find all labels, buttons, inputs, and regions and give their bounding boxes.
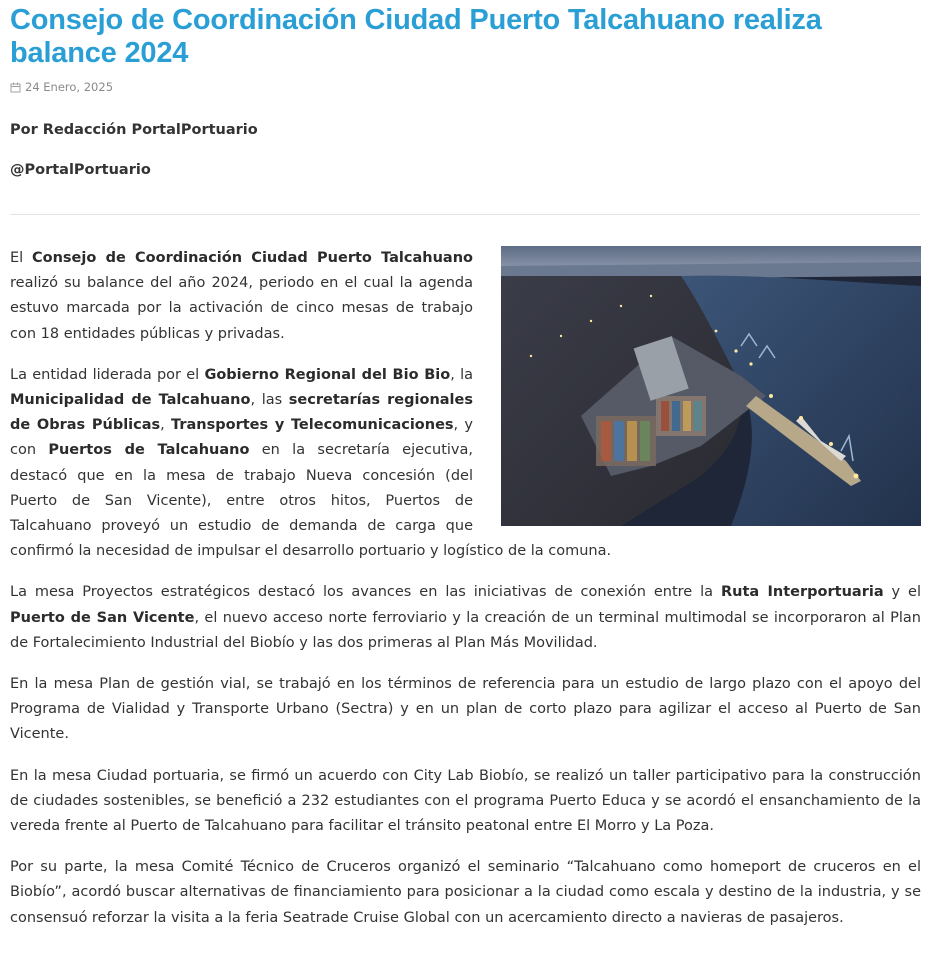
paragraph-3: La mesa Proyectos estratégicos destacó los avances en las iniciativas de conexión entre la Ruta Interportuaria y el Puerto de San Vicente, el nuevo acceso norte ferroviario y la creación de un terminal multimodal se incorporaron al Plan de Fortalecimiento Industrial del Biobío y las dos primeras al Plan Más Movilidad. <box>10 584 921 651</box>
article-handle[interactable]: @PortalPortuario <box>10 162 151 178</box>
article-date <box>10 80 113 94</box>
paragraph-4: En la mesa Plan de gestión vial, se trabajó en los términos de referencia para un estudio de largo plazo con el apoyo del Programa de Vialidad y Transporte Urbano (Sectra) y en un plan de corto plazo para agilizar el acceso al Puerto de San Vicente. <box>10 676 921 743</box>
paragraph-2: La entidad liderada por el Gobierno Regional del Bio Bio, la Municipalidad de Talcahuano, las secretarías regionales de Obras Públicas, Transportes y Telecomunicaciones, y con Puertos de Talcahuano en la secretaría ejecutiva, destacó que en la mesa de trabajo Nueva concesión (del Puerto de San Vicente), entre otros hitos, Puertos de Talcahuano proveyó un estudio de demanda de carga que confirmó la necesidad de impulsar el desarrollo portuario y logístico de la comuna. <box>10 366 612 560</box>
calendar-icon <box>10 82 21 93</box>
paragraph-6: Por su parte, la mesa Comité Técnico de Cruceros organizó el seminario “Talcahuano como homeport de cruceros en el Biobío”, acordó buscar alternativas de financiamiento para posicionar a la ciudad como escala y destino de la industria, y se consensuó reforzar la visita a la feria Seatrade Cruise Global con un acercamiento directo a navieras de pasajeros. <box>10 859 921 926</box>
article-date-text: 24 Enero, 2025 <box>25 80 114 94</box>
article-byline: Por Redacción PortalPortuario <box>10 122 258 138</box>
paragraph-5: En la mesa Ciudad portuaria, se firmó un acuerdo con City Lab Biobío, se realizó un taller participativo para la construcción de ciudades sostenibles, se benefició a 232 estudiantes con el programa Puerto Educa y se acordó el ensanchamiento de la vereda frente al Puerto de Talcahuano para facilitar el tránsito peatonal entre El Morro y La Poza. <box>10 767 921 835</box>
paragraph-1: El Consejo de Coordinación Ciudad Puerto Talcahuano realizó su balance del año 2024, periodo en el cual la agenda estuvo marcada por la activación de cinco mesas de trabajo con 18 entidades públicas y privadas. <box>10 250 473 342</box>
divider <box>10 214 920 215</box>
article-body <box>10 246 921 947</box>
aerial-port-photo <box>501 246 921 526</box>
article-title: Consejo de Coordinación Ciudad Puerto Talcahuano realiza balance 2024 <box>10 4 822 69</box>
